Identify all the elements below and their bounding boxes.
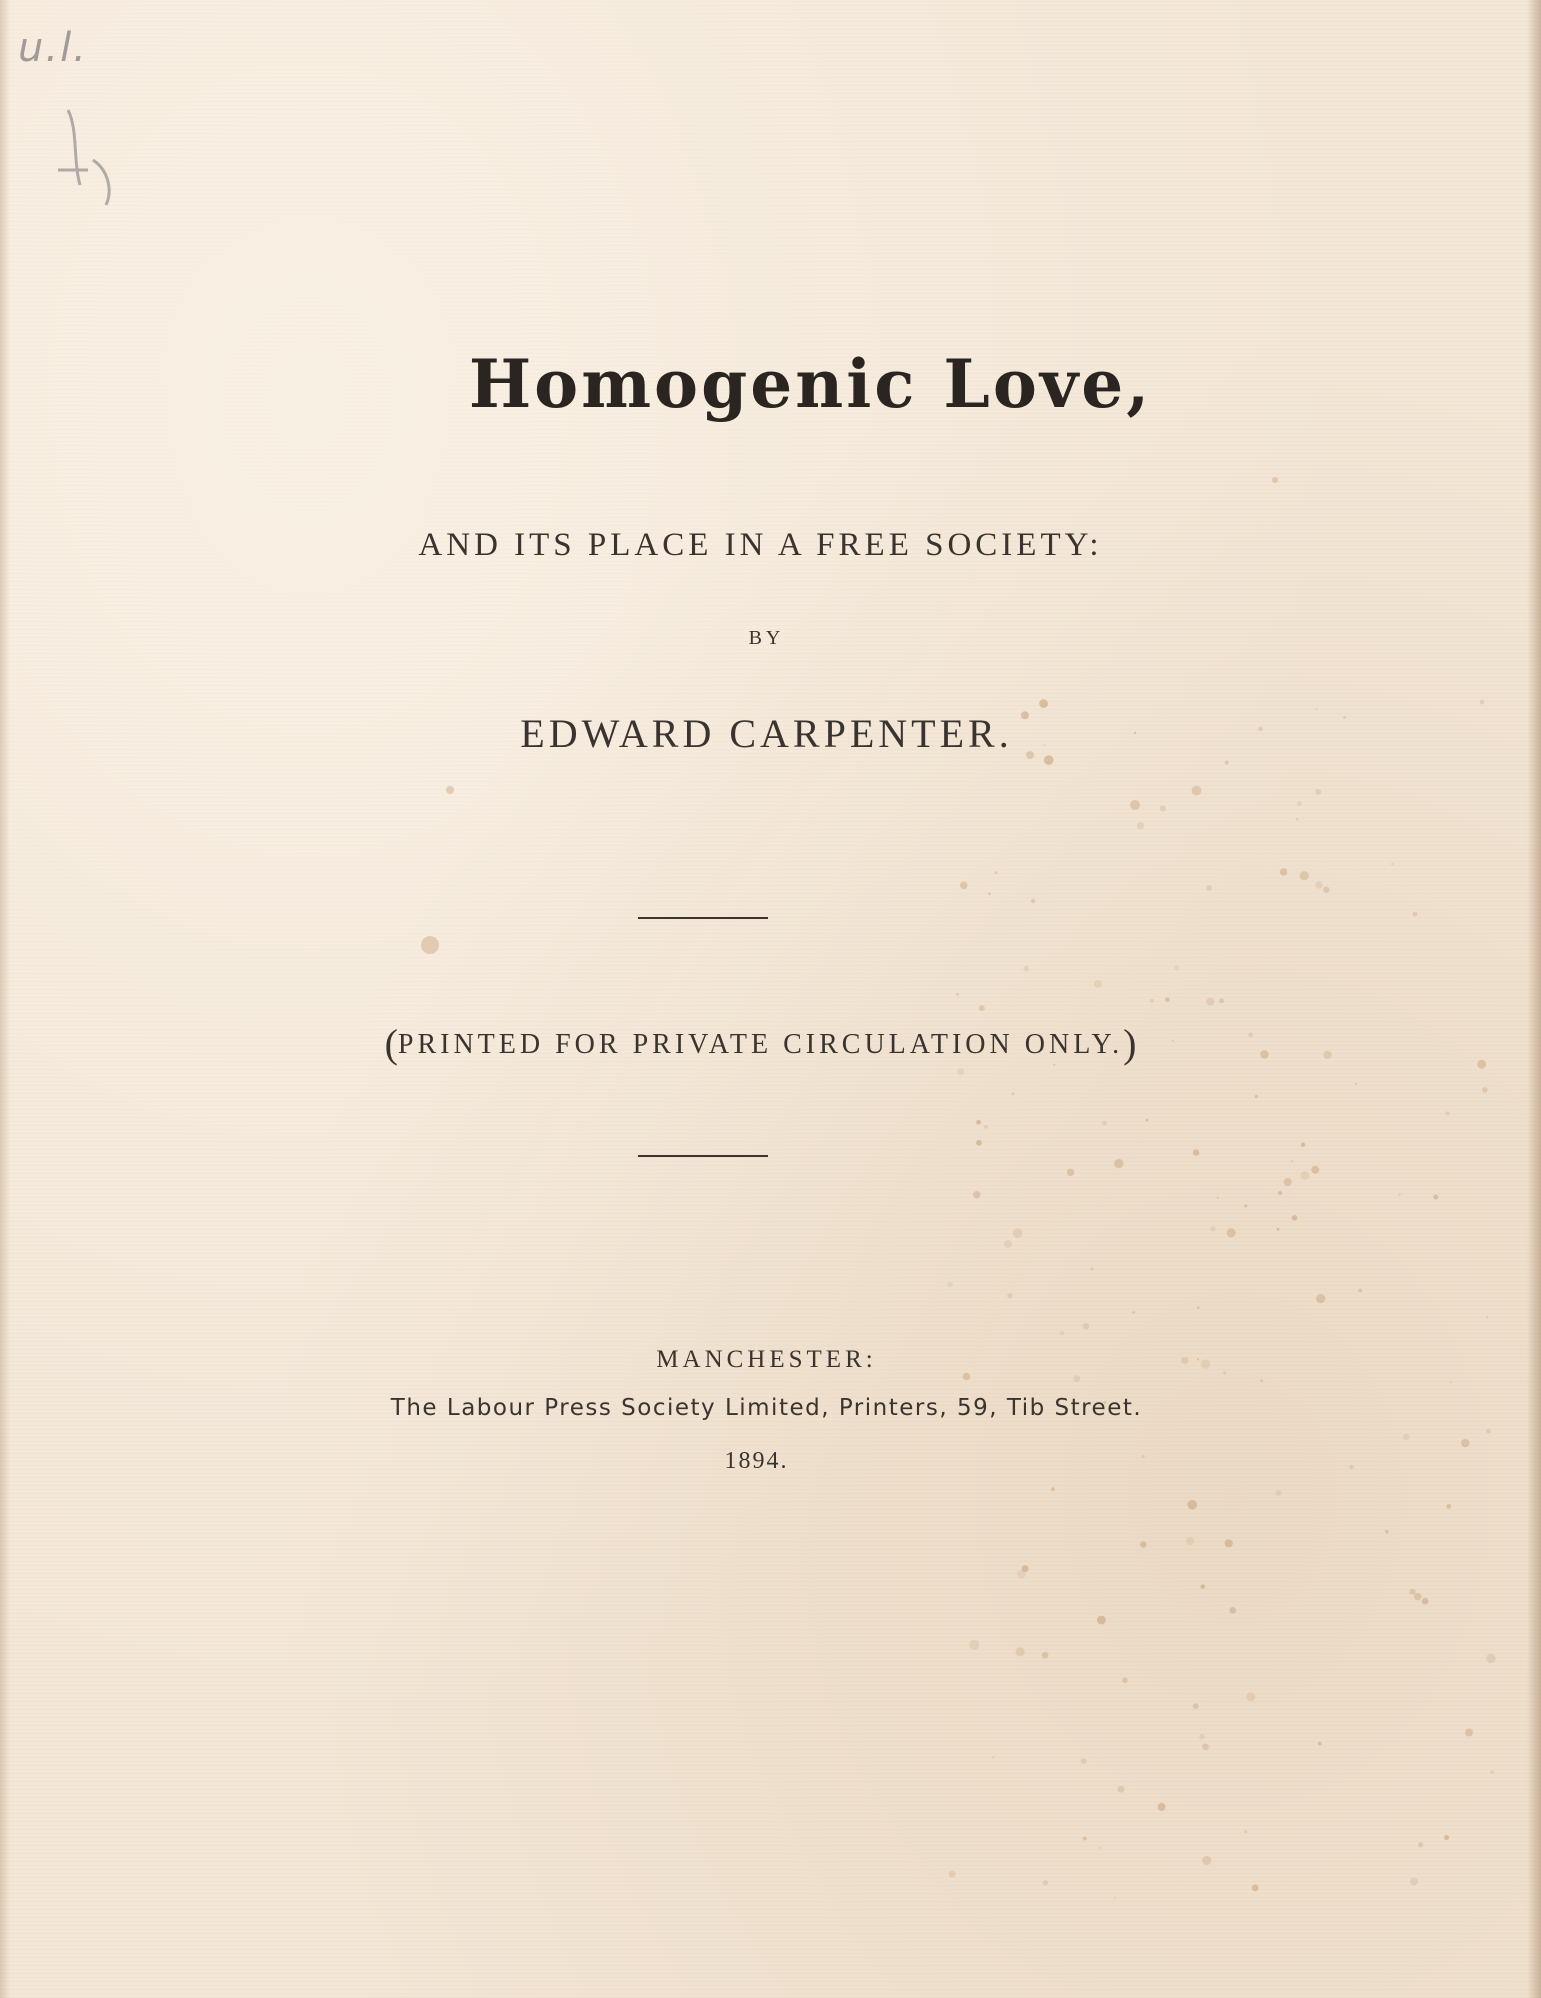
foxing-spot (1081, 1758, 1087, 1764)
foxing-spot (1098, 1847, 1100, 1849)
foxing-spot (1199, 1734, 1205, 1740)
foxing-spot (976, 1140, 982, 1146)
foxing-spot (1275, 1490, 1281, 1496)
foxing-spot (1410, 1589, 1416, 1595)
foxing-spot (1193, 1149, 1199, 1155)
divider-rule-bottom (638, 1155, 768, 1157)
foxing-spot (1486, 1654, 1495, 1663)
foxing-spot (1137, 822, 1144, 829)
foxing-spot (949, 1871, 956, 1878)
foxing-spot (1290, 1160, 1293, 1163)
publisher-city: MANCHESTER: (656, 1346, 877, 1373)
foxing-spot (1280, 868, 1287, 875)
foxing-spot (1013, 1228, 1023, 1238)
foxing-spot (1042, 1652, 1049, 1659)
foxing-spot (1277, 1228, 1280, 1231)
foxing-spot (1192, 786, 1202, 796)
foxing-spot (1414, 1593, 1421, 1600)
pencil-mark: u.l. (18, 25, 88, 71)
foxing-spot (1197, 1306, 1200, 1309)
printer-imprint: The Labour Press Society Limited, Printers, 59, Tib Street. (390, 1395, 1143, 1421)
foxing-spot (1193, 1703, 1199, 1709)
foxing-spot (1158, 1803, 1166, 1811)
foxing-spot (1206, 885, 1212, 891)
foxing-spot (1187, 1500, 1197, 1510)
foxing-spot (1385, 1530, 1389, 1534)
foxing-spot (956, 993, 959, 996)
foxing-spot (1433, 1195, 1438, 1200)
close-paren: ) (1123, 1021, 1137, 1066)
foxing-spot (1074, 1375, 1081, 1382)
foxing-spot (1097, 1616, 1106, 1625)
book-title: Homogenic Love, (468, 345, 1153, 423)
foxing-spot (1301, 1143, 1305, 1147)
by-line: BY (748, 627, 785, 649)
foxing-spot (1118, 1786, 1125, 1793)
book-subtitle: AND ITS PLACE IN A FREE SOCIETY: (418, 527, 1103, 563)
foxing-spot (1091, 1268, 1094, 1271)
foxing-spot (1297, 801, 1302, 806)
foxing-spot (988, 892, 991, 895)
foxing-spot (1206, 998, 1214, 1006)
foxing-spot (446, 786, 454, 794)
foxing-spot (1318, 1742, 1322, 1746)
foxing-spot (969, 1640, 979, 1650)
foxing-spot (1272, 477, 1278, 483)
foxing-spot (1444, 1835, 1449, 1840)
foxing-spot (960, 882, 968, 890)
foxing-spot (1039, 699, 1048, 708)
foxing-spot (1482, 1087, 1488, 1093)
foxing-spot (421, 936, 439, 954)
foxing-spot (1311, 1166, 1319, 1174)
foxing-spot (979, 1005, 985, 1011)
foxing-spot (1315, 881, 1322, 888)
foxing-spot (1132, 1311, 1135, 1314)
foxing-spot (1150, 999, 1154, 1003)
foxing-spot (1296, 818, 1299, 821)
foxing-spot (1246, 1693, 1255, 1702)
foxing-spot (1300, 871, 1309, 880)
foxing-spot (1060, 1331, 1065, 1336)
foxing-spot (1186, 1537, 1194, 1545)
foxing-spot (1486, 1429, 1491, 1434)
foxing-spot (1316, 1294, 1325, 1303)
foxing-spot (1004, 1240, 1012, 1248)
foxing-spot (1043, 1880, 1049, 1886)
foxing-spot (1174, 965, 1179, 970)
foxing-spot (1355, 1083, 1357, 1085)
circulation-note (0, 1020, 1531, 1067)
foxing-spot (1140, 1541, 1146, 1547)
publication-year: 1894. (724, 1448, 789, 1474)
foxing-spot (1083, 1323, 1090, 1330)
foxing-spot (1410, 1877, 1418, 1885)
foxing-spot (1202, 1856, 1211, 1865)
foxing-spot (1403, 1434, 1409, 1440)
foxing-spot (976, 1120, 981, 1125)
foxing-spot (1292, 1215, 1298, 1221)
foxing-spot (992, 1756, 995, 1759)
foxing-spot (947, 1282, 953, 1288)
foxing-spot (994, 871, 997, 874)
foxing-spot (1230, 1607, 1237, 1614)
foxing-spot (1449, 1381, 1452, 1384)
foxing-spot (1094, 980, 1102, 988)
foxing-spot (1244, 1204, 1247, 1207)
foxing-spot (957, 1068, 964, 1075)
open-paren: ( (384, 1021, 398, 1066)
foxing-spot (1225, 1539, 1233, 1547)
foxing-spot (1446, 1504, 1451, 1509)
foxing-spot (1227, 1228, 1236, 1237)
foxing-spot (1465, 1729, 1473, 1737)
foxing-spot (1146, 1119, 1149, 1122)
foxing-spot (1031, 899, 1035, 903)
foxing-spot (1323, 886, 1329, 892)
author-name: EDWARD CARPENTER. (520, 711, 1013, 756)
foxing-spot (1252, 1884, 1259, 1891)
foxing-spot (1007, 1293, 1012, 1298)
foxing-spot (1300, 1171, 1309, 1180)
foxing-spot (1225, 760, 1229, 764)
foxing-spot (1480, 700, 1485, 705)
foxing-spot (1486, 1316, 1488, 1318)
foxing-spot (1244, 1830, 1247, 1833)
foxing-spot (1165, 997, 1169, 1001)
foxing-spot (1260, 1379, 1263, 1382)
foxing-spot (1023, 966, 1029, 972)
foxing-spot (1217, 1197, 1219, 1199)
foxing-spot (1418, 1842, 1423, 1847)
foxing-spot (1200, 1584, 1205, 1589)
foxing-spot (1160, 805, 1166, 811)
foxing-spot (1358, 1289, 1362, 1293)
foxing-spot (1114, 1159, 1123, 1168)
foxing-spot (1315, 789, 1321, 795)
foxing-spot (1391, 862, 1394, 865)
foxing-spot (973, 1191, 980, 1198)
divider-rule-top (638, 917, 768, 919)
foxing-spot (1016, 1647, 1025, 1656)
circulation-note-text: PRINTED FOR PRIVATE CIRCULATION ONLY. (397, 1029, 1124, 1060)
foxing-spot (1398, 1193, 1401, 1196)
foxing-spot (1284, 1178, 1292, 1186)
foxing-spot (1413, 912, 1418, 917)
foxing-spot (1422, 1598, 1429, 1605)
foxing-spot (1083, 1837, 1087, 1841)
foxing-spot (1490, 1770, 1494, 1774)
foxing-spot (1067, 1169, 1074, 1176)
pencil-scribble (18, 20, 128, 220)
foxing-spot (1210, 1227, 1215, 1232)
foxing-spot (1278, 1191, 1282, 1195)
foxing-spot (1219, 998, 1224, 1003)
foxing-spot (1461, 1439, 1469, 1447)
foxing-spot (1051, 1487, 1055, 1491)
foxing-spot (1102, 1121, 1107, 1126)
foxing-spot (1255, 1095, 1258, 1098)
foxing-spot (1202, 1744, 1209, 1751)
foxing-spot (1012, 1092, 1015, 1095)
foxing-spot (1130, 800, 1140, 810)
foxing-spot (984, 1125, 988, 1129)
foxing-spot (1446, 1111, 1450, 1115)
foxing-spot (1114, 1897, 1116, 1899)
foxing-spot (1122, 1678, 1128, 1684)
foxing-spot (1022, 1565, 1029, 1572)
